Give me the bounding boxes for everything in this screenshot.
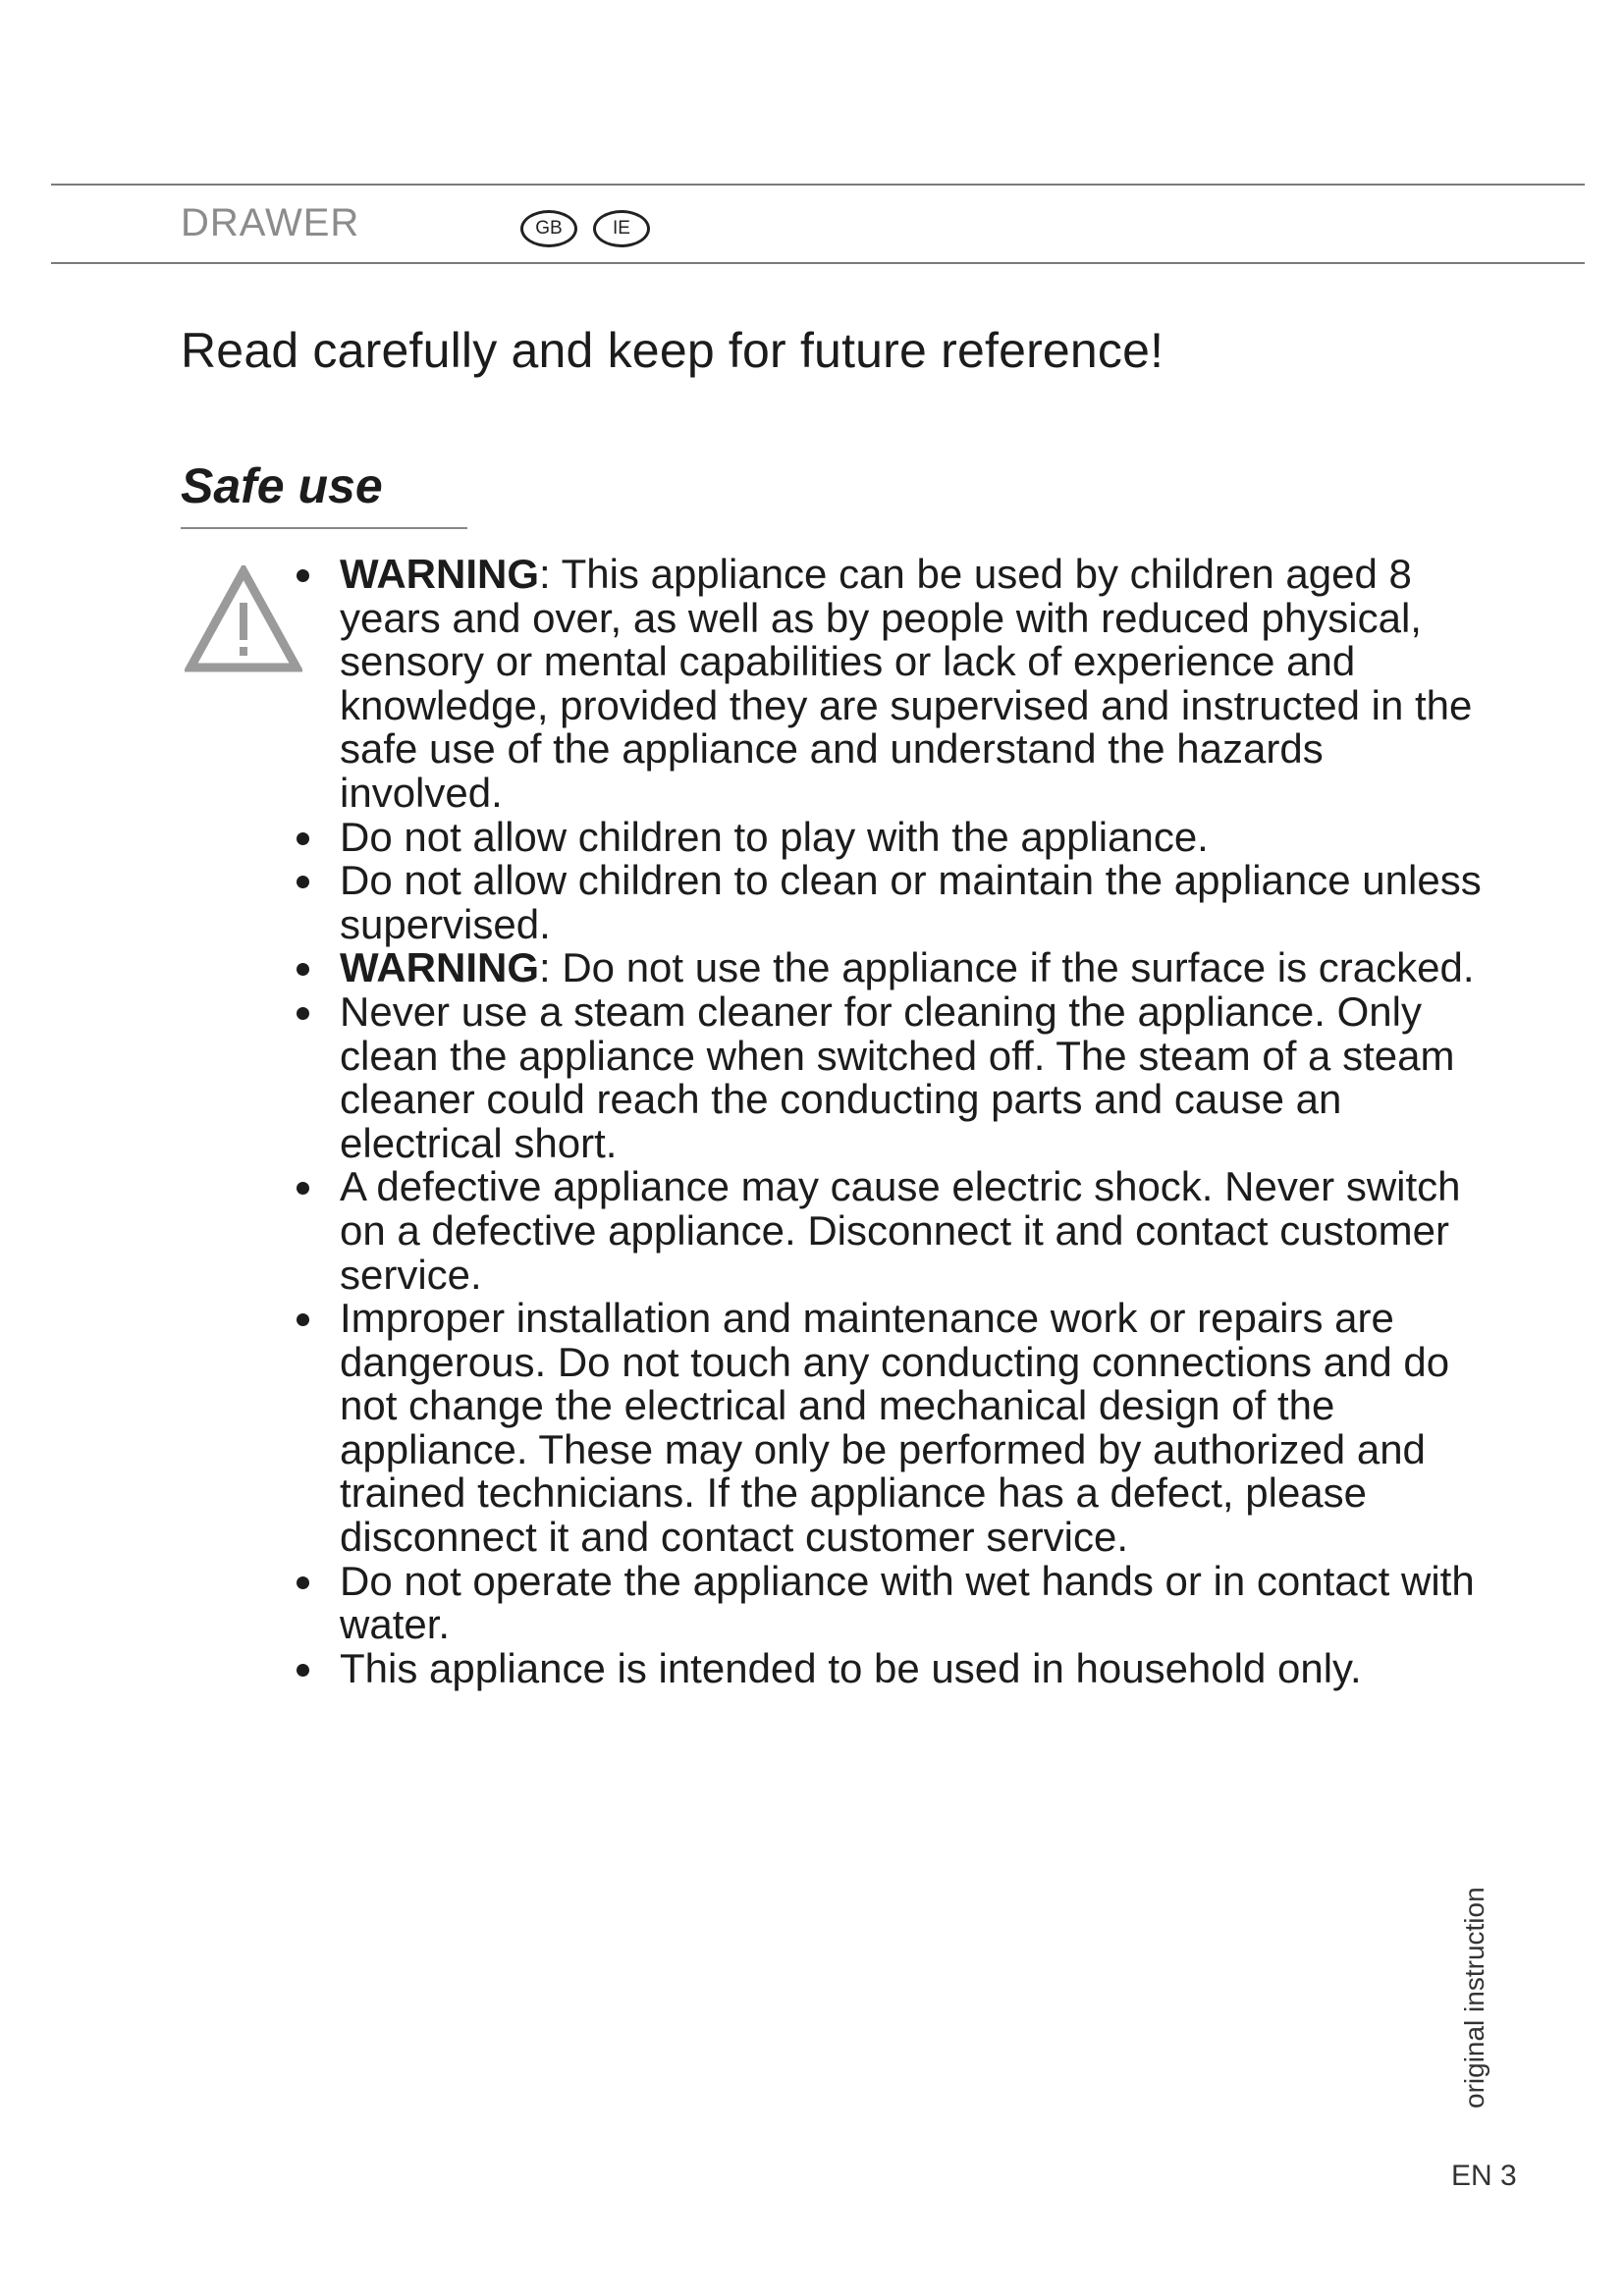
bullet-icon (297, 1664, 309, 1677)
bullet-icon (297, 876, 309, 888)
section-label: DRAWER (181, 201, 360, 244)
list-item-text: A defective appliance may cause electric shock. Never switch on a defective appliance. Disconnect it and contact customer service. (340, 1163, 1461, 1298)
list-item (291, 859, 1489, 946)
header-bottom-rule (51, 262, 1585, 264)
warning-triangle-icon (185, 565, 302, 675)
bullet-icon (297, 1182, 309, 1195)
bullet-icon (297, 1576, 309, 1589)
header-top-rule (51, 184, 1585, 186)
list-item-text: This appliance is intended to be used in household only. (340, 1644, 1362, 1691)
list-item (291, 946, 1489, 990)
list-item-text: Do not allow children to clean or maintain the appliance unless supervised. (340, 857, 1482, 947)
list-item (291, 1165, 1489, 1297)
country-badge-ie: IE (593, 210, 650, 247)
bullet-icon (297, 1313, 309, 1326)
warning-label: WARNING (340, 551, 539, 597)
bullet-icon (297, 569, 309, 582)
page-number: EN 3 (1451, 2160, 1517, 2192)
bullet-icon (297, 1007, 309, 1020)
list-item-text: Do not allow children to play with the appliance. (340, 813, 1209, 860)
section-title-underline (181, 527, 467, 529)
list-item-text: Improper installation and maintenance work or repairs are dangerous. Do not touch any conducting connections and do not change the electrical and mechanical design of the appliance. These may only be performed by authorized and trained technicians. If the appliance has a defect, please disconnect it and contact customer service. (340, 1295, 1450, 1561)
bullet-icon (297, 963, 309, 976)
list-item-text: : This appliance can be used by children aged 8 years and over, as well as by people with reduced physical, sensory or mental capabilities or lack of experience and knowledge, provided they are supervised and instructed in the safe use of the appliance and understand the hazards involved. (340, 551, 1473, 816)
original-instruction-note: original instruction (1459, 1887, 1489, 2109)
country-badge-gb: GB (520, 210, 577, 247)
country-badges (520, 210, 650, 247)
warning-label: WARNING (340, 944, 539, 991)
list-item-text: : Do not use the appliance if the surface is cracked. (539, 944, 1475, 991)
list-item (291, 813, 1489, 860)
bullet-icon (297, 832, 309, 845)
list-item (291, 990, 1489, 1165)
list-item (291, 1644, 1489, 1691)
list-item-text: Never use a steam cleaner for cleaning the appliance. Only clean the appliance when switched off. The steam of a steam cleaner could reach the conducting parts and cause an electrical short. (340, 988, 1455, 1166)
section-title: Safe use (181, 458, 383, 513)
list-item (291, 553, 1489, 816)
list-item (291, 1557, 1489, 1648)
list-item-text: Do not operate the appliance with wet hands or in contact with water. (340, 1557, 1475, 1648)
safety-list (291, 553, 1489, 1690)
page-headline: Read carefully and keep for future reference! (181, 323, 1164, 378)
list-item (291, 1297, 1489, 1560)
